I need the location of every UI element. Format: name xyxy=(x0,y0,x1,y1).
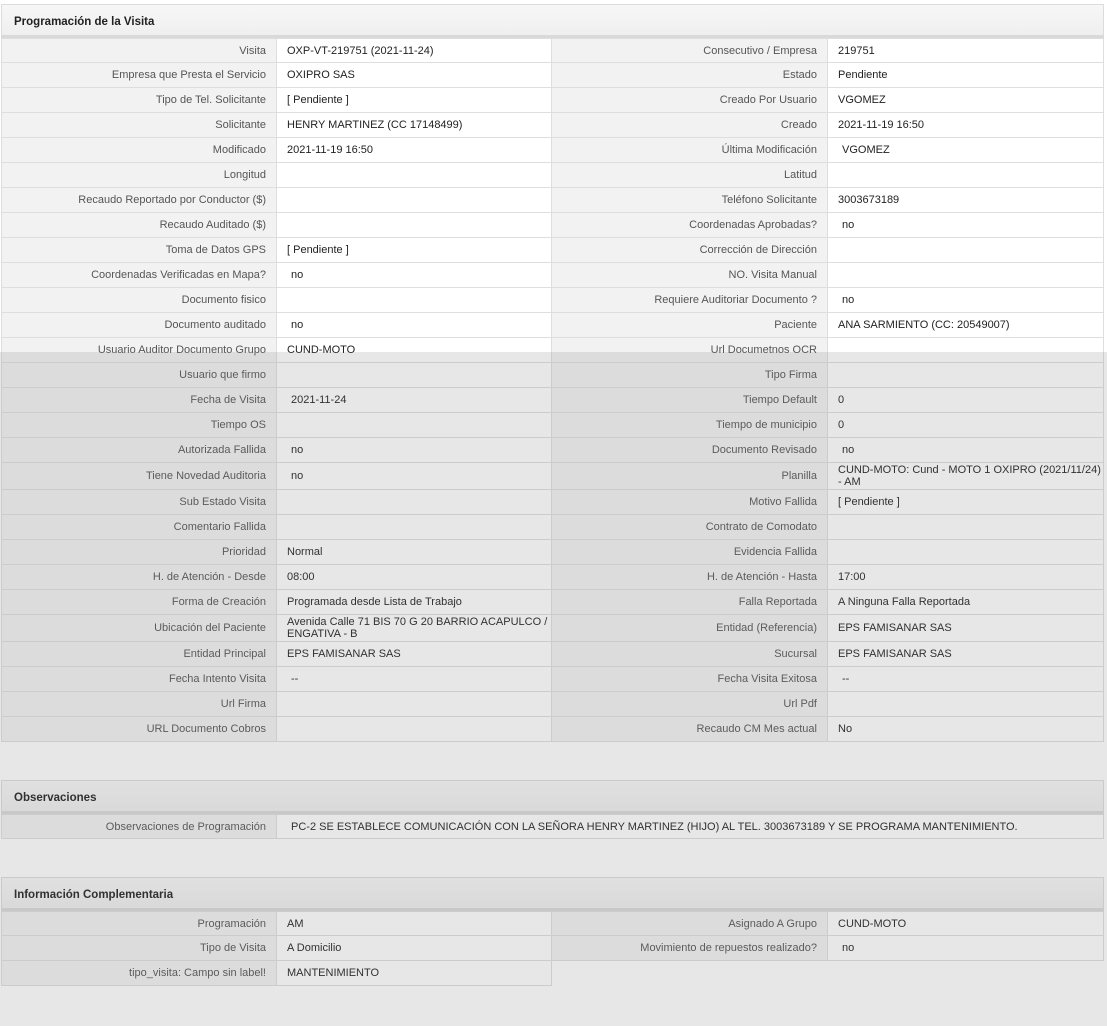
field-value: 2021-11-24 xyxy=(277,388,552,413)
field-value: No xyxy=(828,717,1104,742)
field-value: no xyxy=(277,438,552,463)
field-value xyxy=(828,238,1104,263)
field-row xyxy=(1,463,1104,490)
field-value: -- xyxy=(277,667,552,692)
field-value: 2021-11-19 16:50 xyxy=(277,138,552,163)
field-label: Programación xyxy=(1,911,277,936)
field-value: Programada desde Lista de Trabajo xyxy=(277,590,552,615)
field-row xyxy=(1,615,1104,642)
field-row xyxy=(1,540,1104,565)
programacion-grid xyxy=(1,38,1104,742)
field-label: Evidencia Fallida xyxy=(552,540,828,565)
field-value xyxy=(828,515,1104,540)
field-value: EPS FAMISANAR SAS xyxy=(828,642,1104,667)
field-value: [ Pendiente ] xyxy=(277,88,552,113)
field-label: Documento fisico xyxy=(1,288,277,313)
field-label: Corrección de Dirección xyxy=(552,238,828,263)
field-label: Sub Estado Visita xyxy=(1,490,277,515)
field-label: Entidad Principal xyxy=(1,642,277,667)
field-value xyxy=(277,515,552,540)
observaciones-value: PC-2 SE ESTABLECE COMUNICACIÓN CON LA SEÑORA HENRY MARTINEZ (HIJO) AL TEL. 3003673189 Y SE PROGRAMA MANTENIMIENTO. xyxy=(277,814,1104,839)
field-label: Url Pdf xyxy=(552,692,828,717)
field-value: no xyxy=(277,263,552,288)
field-value: [ Pendiente ] xyxy=(828,490,1104,515)
field-row xyxy=(1,238,1104,263)
field-value: EPS FAMISANAR SAS xyxy=(828,615,1104,642)
field-value: VGOMEZ xyxy=(828,138,1104,163)
field-value: CUND-MOTO xyxy=(277,338,552,363)
field-value xyxy=(277,490,552,515)
field-value xyxy=(277,413,552,438)
field-label: Forma de Creación xyxy=(1,590,277,615)
field-row xyxy=(1,138,1104,163)
field-value: OXIPRO SAS xyxy=(277,63,552,88)
field-label: Creado Por Usuario xyxy=(552,88,828,113)
field-value: A Domicilio xyxy=(277,936,552,961)
field-value xyxy=(277,288,552,313)
field-row xyxy=(1,438,1104,463)
field-value: CUND-MOTO: Cund - MOTO 1 OXIPRO (2021/11/24) - AM xyxy=(828,463,1104,490)
field-value xyxy=(828,363,1104,388)
field-value: no xyxy=(828,438,1104,463)
field-row xyxy=(1,490,1104,515)
field-row xyxy=(1,692,1104,717)
field-label: Creado xyxy=(552,113,828,138)
field-value: -- xyxy=(828,667,1104,692)
field-label: Última Modificación xyxy=(552,138,828,163)
complementaria-title: Información Complementaria xyxy=(1,877,1104,911)
field-value: 0 xyxy=(828,413,1104,438)
observaciones-label: Observaciones de Programación xyxy=(1,814,277,839)
field-value xyxy=(277,213,552,238)
field-label: Comentario Fallida xyxy=(1,515,277,540)
field-value: Normal xyxy=(277,540,552,565)
field-label: Tipo de Tel. Solicitante xyxy=(1,88,277,113)
field-label: Tiene Novedad Auditoria xyxy=(1,463,277,490)
field-label: Empresa que Presta el Servicio xyxy=(1,63,277,88)
field-value: 0 xyxy=(828,388,1104,413)
field-label: Estado xyxy=(552,63,828,88)
field-row xyxy=(1,38,1104,63)
field-value: Avenida Calle 71 BIS 70 G 20 BARRIO ACAPULCO / ENGATIVA - B xyxy=(277,615,552,642)
field-value: 17:00 xyxy=(828,565,1104,590)
field-value xyxy=(828,692,1104,717)
field-value: no xyxy=(828,213,1104,238)
field-label: Falla Reportada xyxy=(552,590,828,615)
field-label: Url Firma xyxy=(1,692,277,717)
field-value: 08:00 xyxy=(277,565,552,590)
field-label: Sucursal xyxy=(552,642,828,667)
field-label: Usuario Auditor Documento Grupo xyxy=(1,338,277,363)
field-value xyxy=(828,540,1104,565)
field-label: NO. Visita Manual xyxy=(552,263,828,288)
field-value: A Ninguna Falla Reportada xyxy=(828,590,1104,615)
field-label: Documento auditado xyxy=(1,313,277,338)
field-value xyxy=(828,338,1104,363)
field-label: Fecha Intento Visita xyxy=(1,667,277,692)
field-label: Recaudo CM Mes actual xyxy=(552,717,828,742)
field-value: 3003673189 xyxy=(828,188,1104,213)
field-label: Prioridad xyxy=(1,540,277,565)
complementaria-grid xyxy=(1,911,1104,986)
programacion-section xyxy=(1,4,1104,742)
field-row xyxy=(1,413,1104,438)
field-row xyxy=(1,288,1104,313)
field-row xyxy=(1,667,1104,692)
field-row xyxy=(1,338,1104,363)
field-value xyxy=(277,188,552,213)
field-label: tipo_visita: Campo sin label! xyxy=(1,961,277,986)
field-row xyxy=(1,213,1104,238)
field-label: Tipo de Visita xyxy=(1,936,277,961)
field-value: no xyxy=(828,288,1104,313)
field-label: Latitud xyxy=(552,163,828,188)
field-label: Tipo Firma xyxy=(552,363,828,388)
observaciones-section xyxy=(1,780,1104,839)
field-row xyxy=(1,263,1104,288)
field-label: Recaudo Reportado por Conductor ($) xyxy=(1,188,277,213)
complementaria-section xyxy=(1,877,1104,986)
field-value xyxy=(277,163,552,188)
field-value: no xyxy=(277,463,552,490)
field-value: CUND-MOTO xyxy=(828,911,1104,936)
field-row xyxy=(1,63,1104,88)
field-row xyxy=(1,388,1104,413)
field-value: VGOMEZ xyxy=(828,88,1104,113)
field-value xyxy=(828,263,1104,288)
field-value xyxy=(277,363,552,388)
field-label: Planilla xyxy=(552,463,828,490)
field-row xyxy=(1,113,1104,138)
field-label: Usuario que firmo xyxy=(1,363,277,388)
field-label: Tiempo OS xyxy=(1,413,277,438)
field-label: Requiere Auditoriar Documento ? xyxy=(552,288,828,313)
field-label: Solicitante xyxy=(1,113,277,138)
field-label: Ubicación del Paciente xyxy=(1,615,277,642)
field-row xyxy=(1,163,1104,188)
field-value: no xyxy=(277,313,552,338)
field-label: Recaudo Auditado ($) xyxy=(1,213,277,238)
field-label: Teléfono Solicitante xyxy=(552,188,828,213)
field-row xyxy=(1,717,1104,742)
field-value xyxy=(828,163,1104,188)
field-label: Toma de Datos GPS xyxy=(1,238,277,263)
field-row xyxy=(1,363,1104,388)
field-value: 2021-11-19 16:50 xyxy=(828,113,1104,138)
programacion-title: Programación de la Visita xyxy=(1,4,1104,38)
field-row xyxy=(1,313,1104,338)
field-value: Pendiente xyxy=(828,63,1104,88)
field-label: Paciente xyxy=(552,313,828,338)
field-row xyxy=(1,188,1104,213)
field-label: Tiempo de municipio xyxy=(552,413,828,438)
field-row xyxy=(1,936,1104,961)
field-value: no xyxy=(828,936,1104,961)
field-label: Contrato de Comodato xyxy=(552,515,828,540)
field-label: H. de Atención - Hasta xyxy=(552,565,828,590)
field-row xyxy=(1,590,1104,615)
field-value: HENRY MARTINEZ (CC 17148499) xyxy=(277,113,552,138)
field-value xyxy=(277,717,552,742)
field-value: 219751 xyxy=(828,38,1104,63)
field-label: Motivo Fallida xyxy=(552,490,828,515)
field-label: Fecha Visita Exitosa xyxy=(552,667,828,692)
field-label: URL Documento Cobros xyxy=(1,717,277,742)
field-label: Coordenadas Verificadas en Mapa? xyxy=(1,263,277,288)
field-row xyxy=(1,565,1104,590)
field-label: Coordenadas Aprobadas? xyxy=(552,213,828,238)
field-row xyxy=(1,911,1104,936)
field-label: Longitud xyxy=(1,163,277,188)
field-label: Autorizada Fallida xyxy=(1,438,277,463)
field-value: OXP-VT-219751 (2021-11-24) xyxy=(277,38,552,63)
field-value: EPS FAMISANAR SAS xyxy=(277,642,552,667)
field-row xyxy=(1,515,1104,540)
field-label: Movimiento de repuestos realizado? xyxy=(552,936,828,961)
field-value: ANA SARMIENTO (CC: 20549007) xyxy=(828,313,1104,338)
field-label: H. de Atención - Desde xyxy=(1,565,277,590)
field-value: MANTENIMIENTO xyxy=(277,961,552,986)
field-row xyxy=(1,961,1104,986)
field-value xyxy=(277,692,552,717)
field-label: Asignado A Grupo xyxy=(552,911,828,936)
field-label: Consecutivo / Empresa xyxy=(552,38,828,63)
observaciones-row xyxy=(1,814,1104,839)
field-row xyxy=(1,88,1104,113)
field-label: Url Documetnos OCR xyxy=(552,338,828,363)
observaciones-title: Observaciones xyxy=(1,780,1104,814)
field-label: Modificado xyxy=(1,138,277,163)
field-value: [ Pendiente ] xyxy=(277,238,552,263)
field-label: Entidad (Referencia) xyxy=(552,615,828,642)
field-label: Fecha de Visita xyxy=(1,388,277,413)
field-label: Documento Revisado xyxy=(552,438,828,463)
field-label: Visita xyxy=(1,38,277,63)
field-value: AM xyxy=(277,911,552,936)
field-row xyxy=(1,642,1104,667)
field-label: Tiempo Default xyxy=(552,388,828,413)
